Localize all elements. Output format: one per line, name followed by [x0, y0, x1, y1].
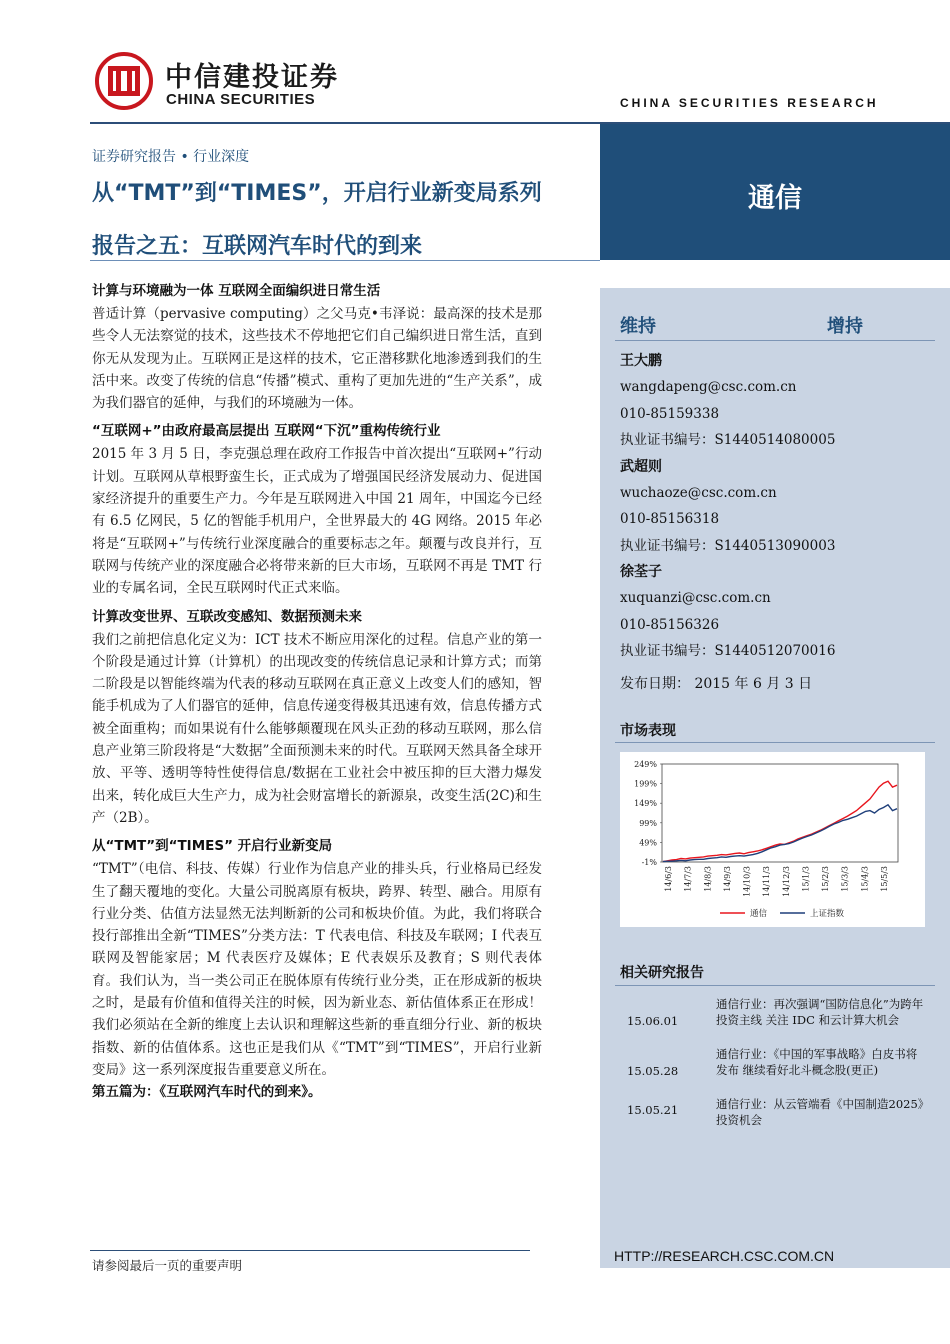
related-report-item[interactable] [615, 1044, 933, 1094]
publish-date: 发布日期： 2015 年 6 月 3 日 [620, 676, 813, 692]
analyst [620, 348, 930, 454]
analyst [620, 559, 930, 665]
related-report-title[interactable]: 通信行业：再次强调“国防信息化”为跨年投资主线 关注 IDC 和云计算大机会 [716, 997, 924, 1027]
rating-value: 增持 [827, 316, 863, 337]
logo-chinese-name: 中信建投证券 [165, 62, 339, 93]
section-heading: 计算与环境融为一体 互联网全面编织进日常生活 [92, 283, 381, 299]
series-line-sse-index [663, 805, 897, 862]
related-report-title[interactable]: 通信行业：《中国的军事战略》白皮书将发布 继续看好北斗概念股(更正) [716, 1047, 918, 1077]
section [92, 281, 542, 414]
title-divider [90, 260, 600, 261]
analyst-phone: 010-85156318 [620, 511, 720, 527]
section [92, 607, 542, 830]
section [92, 421, 542, 599]
analyst-phone: 010-85159338 [620, 405, 720, 422]
legend-label: 通信 [750, 909, 768, 919]
x-tick-label: 14/10/3 [742, 866, 752, 897]
header-divider [90, 122, 600, 124]
section [92, 836, 542, 1081]
analyst-list [620, 348, 930, 665]
x-tick-label: 14/12/3 [781, 866, 791, 897]
analyst-cert: 执业证书编号：S1440512070016 [620, 643, 836, 659]
company-logo [95, 52, 153, 110]
related-report-date: 15.05.21 [627, 1103, 679, 1117]
x-tick-label: 15/4/3 [860, 866, 870, 892]
rating-action: 维持 [620, 316, 656, 337]
report-body [92, 281, 542, 1103]
related-reports-title: 相关研究报告 [620, 965, 704, 981]
section-heading: 从“TMT”到“TIMES” 开启行业新变局 [92, 838, 333, 855]
analyst-email[interactable]: wuchaoze@csc.com.cn [620, 484, 777, 501]
disclaimer-note: 请参阅最后一页的重要声明 [92, 1258, 243, 1273]
analyst [620, 454, 930, 560]
analyst-name: 王大鹏 [620, 353, 662, 369]
x-tick-label: 14/8/3 [703, 866, 713, 892]
series-line-telecom [663, 781, 897, 861]
report-title-line2: 报告之五：互联网汽车时代的到来 [92, 234, 423, 259]
research-banner: CHINA SECURITIES RESEARCH [620, 96, 879, 110]
y-tick-label: -1% [641, 858, 657, 867]
logo-english-name: CHINA SECURITIES [166, 91, 316, 108]
analyst-cert: 执业证书编号：S1440513090003 [620, 537, 836, 554]
market-performance-title: 市场表现 [620, 723, 676, 739]
x-tick-label: 14/7/3 [683, 866, 693, 892]
section-heading: 计算改变世界、互联改变感知、数据预测未来 [92, 608, 362, 625]
x-tick-label: 14/6/3 [664, 866, 673, 892]
research-url-link[interactable]: HTTP://RESEARCH.CSC.COM.CN [614, 1248, 835, 1264]
section-paragraph: 我们之前把信息化定义为：ICT 技术不断应用深化的过程。信息产业的第一个阶段是通过计算（计算机）的出现改变的传统信息记录和计算方式；而第二阶段是以智能终端为代表的移动互联网在真正意义上改变人们的感知，智能手机成为了人们器官的延伸，信息传递变得极其迅速有效，信息传播方式被全面重构；而如果说有什么能够颠覆现在风头正劲的移动互联网，那么信息产业第三阶段将是“大数据”全面预测未来的时代。互联网天然具备全球开放、平等、透明等特性使得信息/数据在工业社会中被压抑的巨大潜力爆发出来，转化成巨大生产力，成为社会财富增长的新源泉，改变生活(2C)和生产（2B）。 [92, 631, 542, 826]
y-tick-label: 49% [639, 838, 657, 848]
footer-divider [90, 1250, 530, 1251]
section-paragraph: 2015 年 3 月 5 日，李克强总理在政府工作报告中首次提出“互联网+”行动计划。互联网从草根野蛮生长，正式成为了增强国民经济发展动力、促进国家经济提升的重要生产力。今年是互联网进入中国 21 周年，中国迄今已经有 6.5 亿网民，5 亿的智能手机用户，全世界最大的 4G 网络。2015 年必将是“互联网+”与传统行业深度融合的重要标志之年。颠覆与改良并行，互联网与传统产业的深度融合必将带来新的巨大市场，互联网不再是 TMT 行业的专属名词，全民互联网时代正式来临。 [92, 446, 542, 597]
x-tick-label: 15/3/3 [840, 866, 850, 892]
report-type: 证券研究报告 • 行业深度 [92, 149, 250, 165]
rating-divider [615, 340, 935, 341]
section-paragraph: “TMT”（电信、科技、传媒）行业作为信息产业的排头兵，行业格局已经发生了翻天覆地的变化。大量公司脱离原有板块，跨界、转型、融合。用原有行业分类、估值方法显然无法判断新的公司和板块价值。为此，我们将联合投行部推出全新“TIMES”分类方法：T 代表电信、科技及车联网；I 代表互联网及智能家居；M 代表医疗及媒体；E 代表娱乐及教育；S 则代表体育。我们认为，当一类公司正在脱体原有传统行业分类，正在形成新的板块之时，是最有价值和值得关注的时候，因为新业态、新估值体系正在形成！我们必须站在全新的维度上去认识和理解这些新的垂直细分行业、新的板块指数、新的估值体系。这也正是我们从《“TMT”到“TIMES”，开启行业新变局》这一系列深度报告重要意义所在。 [92, 861, 542, 1078]
x-tick-label: 15/2/3 [821, 866, 831, 892]
analyst-phone: 010-85156326 [620, 616, 720, 633]
analyst-name: 徐荃子 [620, 564, 662, 580]
market-divider [615, 742, 935, 743]
y-tick-label: 199% [634, 779, 657, 789]
analyst-name: 武超则 [620, 458, 662, 475]
section-heading: “互联网+”由政府最高层提出 互联网“下沉”重构传统行业 [92, 423, 441, 440]
related-report-item[interactable] [615, 994, 933, 1044]
section-paragraph: 普适计算（pervasive computing）之父马克•韦泽说：最高深的技术是那些令人无法察觉的技术，这些技术不停地把它们自己编织进日常生活，直到你无从发现为止。互联网正是这样的技术，它正潜移默化地渗透到我们的生活中来。改变了传统的信息“传播”模式、重构了更加先进的“生产关系”，成为我们器官的延伸，与我们的环境融为一体。 [92, 306, 542, 412]
x-tick-label: 14/11/3 [762, 866, 772, 897]
x-tick-label: 14/9/3 [722, 866, 732, 892]
series-installment: 第五篇为：《互联网汽车时代的到来》。 [92, 1084, 322, 1101]
analyst-email[interactable]: xuquanzi@csc.com.cn [620, 590, 771, 606]
related-report-date: 15.06.01 [627, 1014, 679, 1028]
market-chart-panel [620, 752, 925, 927]
report-title-line1: 从“TMT”到“TIMES”，开启行业新变局系列 [92, 181, 542, 206]
y-tick-label: 249% [634, 760, 657, 769]
legend-label: 上证指数 [810, 909, 845, 919]
analyst-cert: 执业证书编号：S1440514080005 [620, 432, 836, 448]
x-tick-label: 15/5/3 [880, 866, 889, 892]
analyst-email[interactable]: wangdapeng@csc.com.cn [620, 379, 797, 395]
related-report-title[interactable]: 通信行业：从云管端看《中国制造2025》投资机会 [716, 1097, 924, 1127]
market-performance-chart [620, 752, 925, 927]
related-report-item[interactable] [615, 1094, 933, 1134]
y-tick-label: 149% [634, 799, 657, 809]
related-report-date: 15.05.28 [627, 1064, 679, 1078]
sector-banner [600, 124, 950, 260]
sector-label: 通信 [748, 183, 802, 214]
x-tick-label: 15/1/3 [801, 866, 811, 892]
y-tick-label: 99% [639, 818, 657, 828]
related-divider [615, 985, 935, 986]
